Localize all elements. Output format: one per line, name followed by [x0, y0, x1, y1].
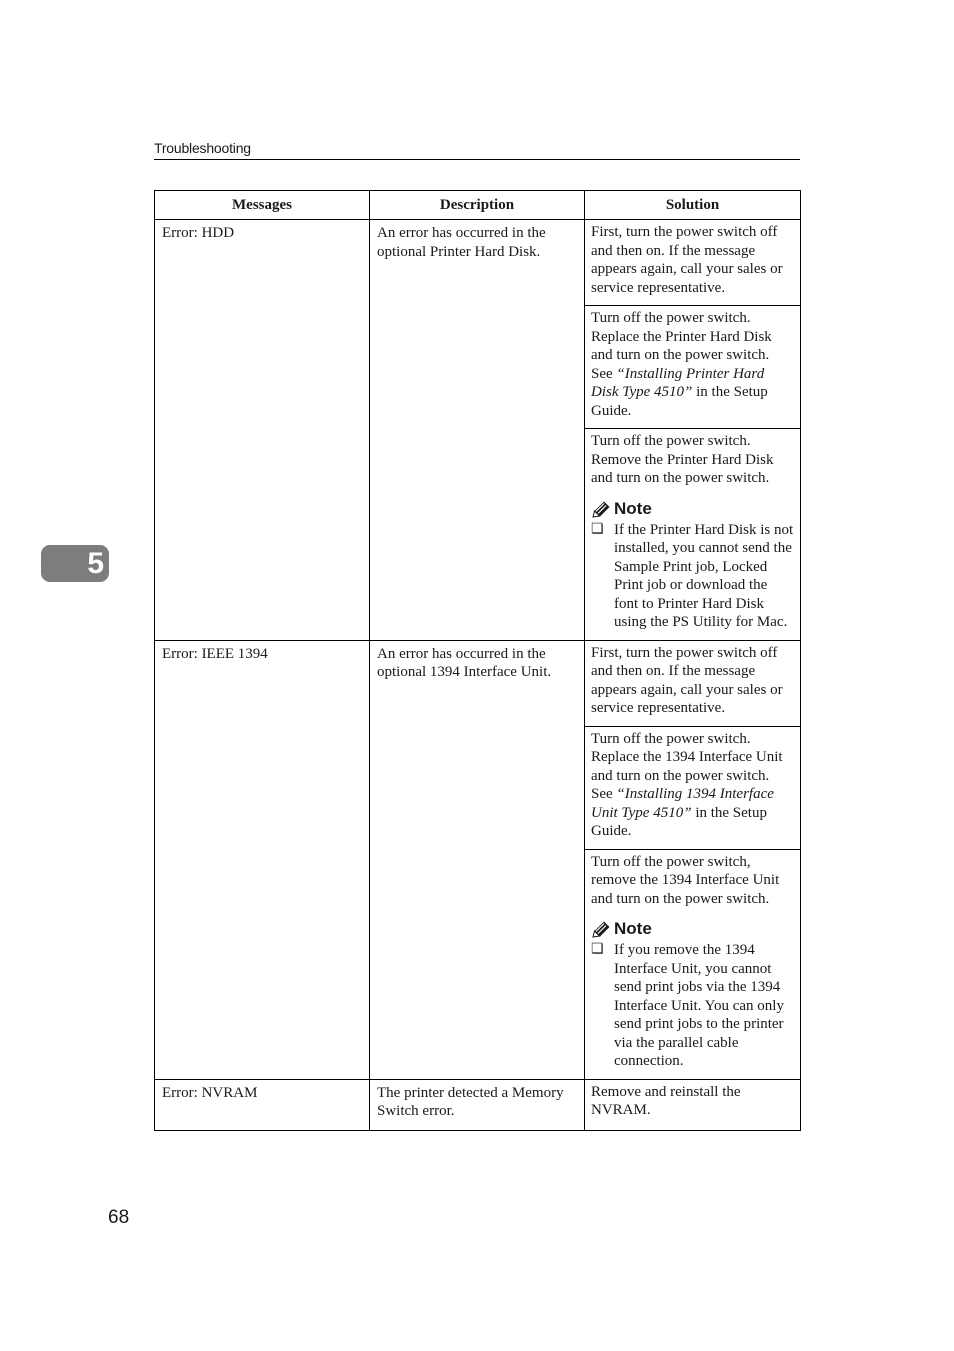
note-text: If you remove the 1394 Interface Unit, you cannot send print jobs via the 1394 Interface Unit. You can only send print jobs to the printer via the parallel cable connection.	[614, 942, 784, 1069]
header-title: Troubleshooting	[154, 140, 251, 156]
solution-text: Turn off the power switch. Remove the Printer Hard Disk and turn on the power switch.	[591, 433, 774, 486]
note-label: Note	[614, 498, 652, 518]
solution-block	[585, 849, 800, 1079]
message-cell	[155, 1079, 370, 1130]
chapter-number: 5	[87, 547, 104, 580]
solution-text-tail: in the Setup Guide.	[591, 804, 767, 839]
solution-cell	[585, 1079, 801, 1130]
description-text: An error has occurred in the optional 1394 Interface Unit.	[377, 645, 552, 680]
solution-text: First, turn the power switch off and then on. If the message appears again, call your sales or service representative.	[591, 644, 783, 716]
note-heading	[591, 918, 794, 940]
note-item	[591, 521, 794, 632]
running-header	[154, 139, 800, 160]
solution-block	[585, 726, 800, 849]
table-header-row	[155, 191, 801, 220]
checkbox-bullet-icon: ❏	[591, 942, 604, 957]
solution-text: First, turn the power switch off and then on. If the message appears again, call your sales or service representative.	[591, 224, 783, 296]
column-header-solution: Solution	[585, 191, 801, 220]
table-row	[155, 1079, 801, 1130]
solution-text: Turn off the power switch, remove the 1394 Interface Unit and turn on the power switch.	[591, 853, 780, 907]
solution-block	[585, 428, 800, 640]
page-number: 68	[108, 1207, 130, 1228]
column-header-messages: Messages	[155, 191, 370, 220]
solution-block	[585, 641, 800, 726]
pencil-note-icon	[591, 500, 611, 518]
solution-block	[585, 305, 800, 428]
checkbox-bullet-icon: ❏	[591, 521, 604, 537]
solution-text: Remove and reinstall the NVRAM.	[591, 1083, 741, 1118]
solution-text-tail: in the Setup Guide.	[591, 384, 768, 419]
solution-cell	[585, 640, 801, 1079]
troubleshooting-table	[154, 190, 801, 1131]
setup-guide-reference: “Installing 1394 Interface Unit Type 4510”	[591, 786, 774, 821]
table-row	[155, 220, 801, 641]
description-cell	[370, 1079, 585, 1130]
note-heading	[591, 498, 794, 520]
message-text: Error: IEEE 1394	[162, 645, 268, 662]
message-cell	[155, 640, 370, 1079]
message-text: Error: NVRAM	[162, 1084, 258, 1101]
column-header-description: Description	[370, 191, 585, 220]
note-item	[591, 941, 794, 1071]
description-text: The printer detected a Memory Switch error.	[377, 1084, 564, 1119]
message-cell	[155, 220, 370, 641]
solution-block	[585, 1080, 800, 1128]
description-cell	[370, 640, 585, 1079]
chapter-tab	[41, 545, 109, 582]
description-text: An error has occurred in the optional Printer Hard Disk.	[377, 225, 546, 260]
pencil-note-icon	[591, 920, 611, 938]
solution-block	[585, 220, 800, 305]
description-cell	[370, 220, 585, 641]
note-text: If the Printer Hard Disk is not installed, you cannot send the Sample Print job, Locked Print job or download the font to Printer Hard Disk using the PS Utility for Mac.	[614, 521, 794, 630]
table-row	[155, 640, 801, 1079]
setup-guide-reference: “Installing Printer Hard Disk Type 4510”	[591, 365, 765, 400]
message-text: Error: HDD	[162, 225, 235, 241]
note-label: Note	[614, 919, 652, 938]
solution-text: Turn off the power switch. Replace the Printer Hard Disk and turn on the power switch. See	[591, 310, 772, 382]
solution-cell	[585, 220, 801, 641]
solution-text: Turn off the power switch. Replace the 1394 Interface Unit and turn on the power switch. See	[591, 730, 783, 802]
